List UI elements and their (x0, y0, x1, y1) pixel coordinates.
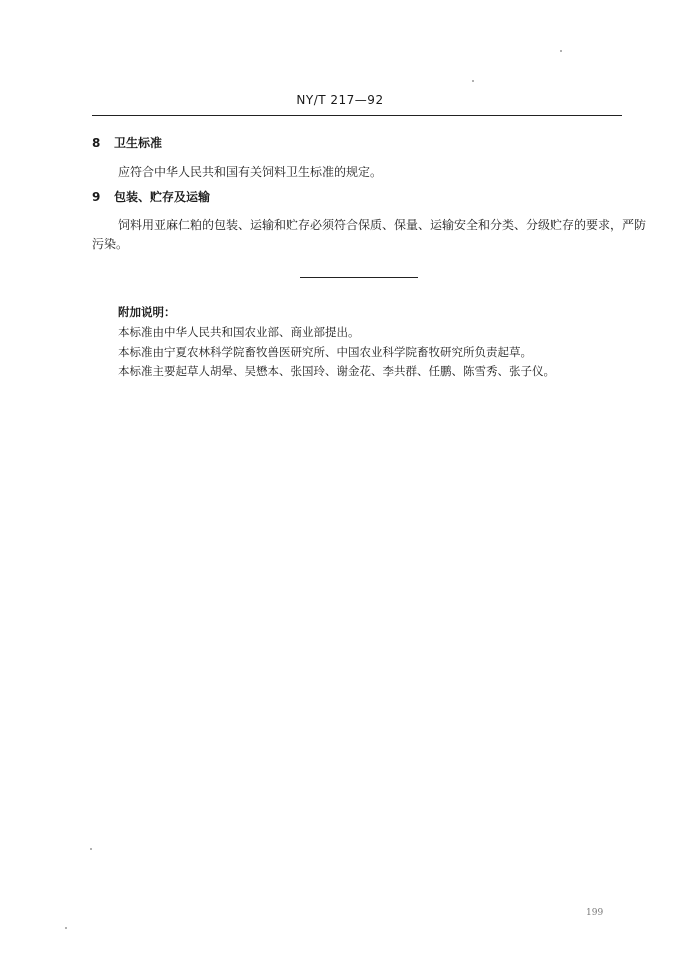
note-line-1: 本标准由中华人民共和国农业部、商业部提出。 (118, 325, 360, 339)
scan-speck (65, 927, 67, 929)
separator-rule (300, 277, 418, 278)
section-9-body-line1: 饲料用亚麻仁粕的包装、运输和贮存必须符合保质、保量、运输安全和分类、分级贮存的要求，严防 (118, 218, 647, 232)
section-9-title: 包装、贮存及运输 (114, 190, 211, 204)
note-line-2: 本标准由宁夏农林科学院畜牧兽医研究所、中国农业科学院畜牧研究所负责起草。 (118, 345, 532, 359)
section-8-number: 8 (92, 136, 101, 150)
section-8-body: 应符合中华人民共和国有关饲料卫生标准的规定。 (118, 165, 383, 179)
scan-speck (90, 848, 92, 850)
note-line-3: 本标准主要起草人胡晕、吴懋本、张国玲、谢金花、李共群、任鹏、陈雪秀、张子仪。 (118, 364, 555, 378)
document-code-header: NY/T 217—92 (296, 93, 384, 107)
page-number: 199 (586, 908, 604, 918)
section-8-title: 卫生标准 (114, 136, 163, 150)
note-title: 附加说明： (118, 305, 176, 319)
section-8-heading (92, 134, 162, 151)
section-9-number: 9 (92, 190, 101, 204)
section-9-heading (92, 188, 210, 205)
scan-speck (472, 80, 474, 82)
header-rule (92, 115, 622, 116)
scan-speck (560, 50, 562, 52)
section-9-body-line2: 污染。 (92, 237, 129, 251)
